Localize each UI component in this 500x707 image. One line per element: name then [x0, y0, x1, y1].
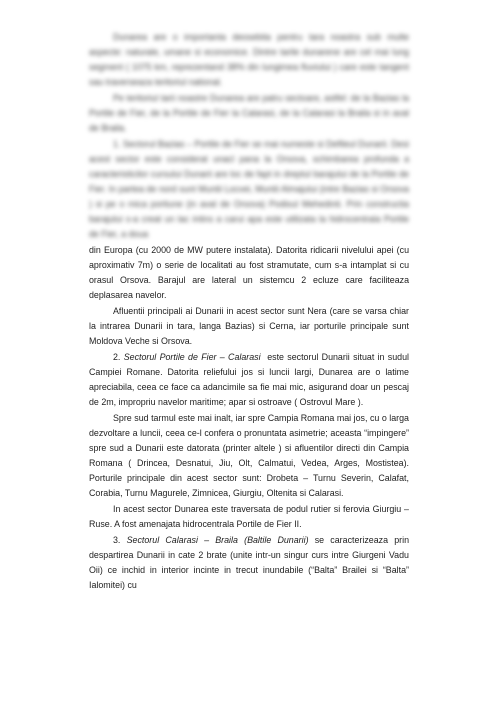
blurred-paragraph: Pe teritoriul tarii noastre Dunarea are patru sectoare, astfel: de la Bazias la Portile de Fier, de la Portile de Fier la Calarasi, de la Calarasi la Braila si in aval de Braila. [89, 93, 409, 133]
section-heading: Sectorul Calarasi – Braila (Baltile Dunarii) [126, 535, 309, 545]
document-body [89, 30, 409, 594]
paragraph: Spre sud tarmul este mai inalt, iar spre Campia Romana mai jos, cu o larga dezvoltare a luncii, ceea ce-l confera o pronuntata asimetrie; aceasta “impingere” spre sud a Dunarii este datorata (printer altele ) si afluentilor directi din Campia Romana ( Drincea, Desnatui, Jiu, Olt, Calmatui, Vedea, Arges, Mostistea). Porturile principale din acest sector sunt: Drobeta – Turnu Severin, Calafat, Corabia, Turnu Magurele, Zimnicea, Giurgiu, Oltenita si Calarasi. [89, 413, 409, 498]
paragraph: Afluentii principali ai Dunarii in acest sector sunt Nera (care se varsa chiar la intrarea Dunarii in tara, langa Bazias) si Cerna, iar porturile principale sunt Moldova Veche si Orsova. [89, 306, 409, 346]
section-paragraph [89, 350, 409, 410]
blurred-section [89, 30, 409, 242]
section-text: este sectorul Dunarii situat in sudul Campiei Romane. Datorita reliefului jos si luncii largi, Dunarea are o latime apreciabila, ceea ce face ca adancimile sa fie mai mic, asigurand doar un pescaj de 2m, impropriu navelor maritime; apar si ostroave ( Ostrovul Mare ). [89, 352, 410, 407]
section-paragraph [89, 533, 409, 593]
section-text: se caracterizeaza prin despartirea Dunarii in cate 2 brate (unite intr-un singur curs intre Giurgeni Vadu Oii) ce inchid in interior incinte in trecut inundabile (“Balta” Brailei si “Balta” Ialomitei) cu [89, 535, 410, 590]
paragraph: din Europa (cu 2000 de MW putere instalata). Datorita ridicarii nivelului apei (cu aproximativ 7m) o serie de localitati au fost stramutate, cum s-a intamplat si cu orasul Orsova. Barajul are lateral un sistemcu 2 ecluze care faciliteaza deplasarea navelor. [89, 245, 409, 300]
blurred-paragraph: Dunarea are o importanta deosebita pentru tara noastra sub multe aspecte: naturale, umane si economice. Dintre tarile dunarene are cel mai lung segment ( 1075 km, reprezentand 38% din lungimea fluviului ) care este tangent sau traverseaza teritoriul national. [89, 32, 409, 87]
section-number: 3. [113, 535, 121, 545]
section-number: 2. [113, 352, 121, 362]
paragraph: In acest sector Dunarea este traversata de podul rutier si ferovia Giurgiu – Ruse. A fost amenajata hidrocentrala Portile de Fier II. [89, 504, 409, 529]
blurred-paragraph: 1. Sectorul Bazias – Portile de Fier se mai numeste si Defileul Dunarii. Desi acest sector este considerat unacl pana la Orsova, schimbarea profunda a caracteristicilor cursului Dunarii are loc de fapt in dreptul barajului de la Portile de Fier. In partea de nord sunt Muntii Locvei, Muntii Almajului (intre Bazias si Orsova ) si pe o mica portiune (in aval de Orsova) Podisul Mehedinti. Prin constructia barajului s-a creat un lac intins a carui apa este utilizata la hidrocentrala Portile de Fier, a doua [89, 139, 409, 239]
section-heading: Sectorul Portile de Fier – Calarasi [123, 352, 261, 362]
